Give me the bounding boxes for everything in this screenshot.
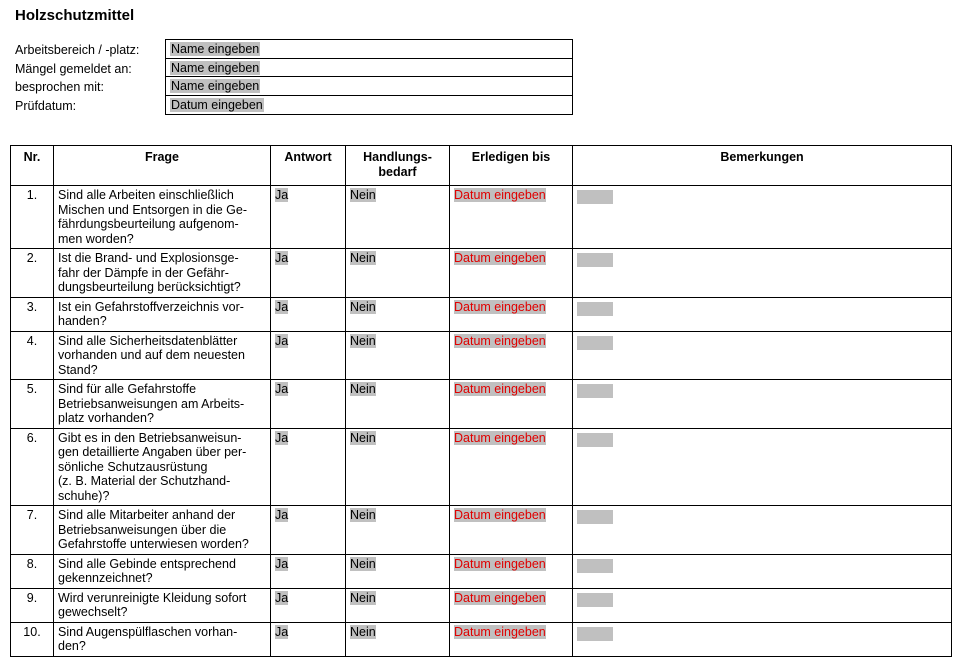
field-arbeitsbereich-value[interactable]: Name eingeben: [171, 42, 260, 56]
question-line: gen detaillierte Angaben über per-: [58, 445, 247, 459]
bemerkungen-input-field[interactable]: [577, 253, 613, 267]
bemerkungen-input-field[interactable]: [577, 510, 613, 524]
checklist-table: [10, 145, 952, 657]
header-frage: Frage: [54, 146, 271, 186]
handlungsbedarf-cell: [346, 186, 450, 249]
handlungsbedarf-nein-field[interactable]: Nein: [350, 556, 376, 571]
field-besprochen[interactable]: [166, 77, 572, 96]
bemerkungen-input-field[interactable]: [577, 627, 613, 641]
answer-ja-field[interactable]: Ja: [275, 299, 289, 314]
handlungsbedarf-nein-field[interactable]: Nein: [350, 299, 376, 314]
field-besprochen-value[interactable]: Name eingeben: [171, 79, 260, 93]
erledigen-date-field[interactable]: Datum eingeben: [454, 251, 546, 265]
question-line: fährdungsbeurteilung aufgenom-: [58, 217, 239, 231]
bemerkungen-cell: [573, 331, 952, 380]
question-cell: [54, 186, 271, 249]
info-fields-box: [165, 39, 573, 115]
row-number: 5.: [11, 380, 54, 429]
handlungsbedarf-cell: [346, 588, 450, 622]
question-line: Betriebsanweisungen über die: [58, 522, 227, 537]
handlungsbedarf-nein-field[interactable]: Nein: [350, 333, 376, 348]
answer-ja-field[interactable]: Ja: [275, 382, 289, 396]
erledigen-cell: [450, 380, 573, 429]
question-cell: [54, 554, 271, 588]
label-besprochen: besprochen mit:: [15, 80, 104, 94]
question-line: men worden?: [58, 231, 134, 246]
erledigen-cell: [450, 249, 573, 298]
header-handlungsbedarf: [346, 146, 450, 186]
answer-cell: [271, 506, 346, 555]
erledigen-date-field[interactable]: Datum eingeben: [454, 508, 546, 522]
field-maengel-value[interactable]: Name eingeben: [171, 60, 260, 75]
erledigen-cell: [450, 622, 573, 656]
bemerkungen-input-field[interactable]: [577, 302, 613, 316]
field-maengel[interactable]: [166, 59, 572, 78]
page-title: Holzschutzmittel: [15, 7, 135, 24]
table-row: [11, 380, 952, 429]
handlungsbedarf-cell: [346, 428, 450, 506]
row-number: 2.: [11, 249, 54, 298]
question-cell: [54, 331, 271, 380]
handlungsbedarf-nein-field[interactable]: Nein: [350, 430, 376, 445]
question-line: handen?: [58, 314, 107, 328]
row-number: 1.: [11, 186, 54, 249]
erledigen-date-field[interactable]: Datum eingeben: [454, 556, 546, 571]
table-header-row: [11, 146, 952, 186]
header-handlungsbedarf-line2: bedarf: [378, 164, 417, 179]
bemerkungen-cell: [573, 186, 952, 249]
question-cell: [54, 588, 271, 622]
question-cell: [54, 622, 271, 656]
bemerkungen-cell: [573, 554, 952, 588]
row-number: 7.: [11, 506, 54, 555]
question-cell: [54, 249, 271, 298]
question-line: Wird verunreinigte Kleidung sofort: [58, 590, 247, 605]
question-line: vorhanden und auf dem neuesten: [58, 348, 245, 362]
erledigen-cell: [450, 428, 573, 506]
erledigen-cell: [450, 506, 573, 555]
bemerkungen-input-field[interactable]: [577, 384, 613, 398]
question-line: gewechselt?: [58, 605, 128, 619]
question-line: Sind Augenspülflaschen vorhan-: [58, 624, 238, 639]
answer-ja-field[interactable]: Ja: [275, 590, 289, 605]
handlungsbedarf-cell: [346, 554, 450, 588]
erledigen-date-field[interactable]: Datum eingeben: [454, 590, 546, 605]
handlungsbedarf-nein-field[interactable]: Nein: [350, 188, 376, 202]
row-number: 9.: [11, 588, 54, 622]
question-line: sönliche Schutzausrüstung: [58, 459, 208, 474]
handlungsbedarf-nein-field[interactable]: Nein: [350, 590, 376, 605]
answer-cell: [271, 588, 346, 622]
handlungsbedarf-nein-field[interactable]: Nein: [350, 508, 376, 522]
answer-cell: [271, 186, 346, 249]
answer-cell: [271, 554, 346, 588]
handlungsbedarf-nein-field[interactable]: Nein: [350, 624, 376, 639]
info-labels: [15, 41, 165, 115]
erledigen-date-field[interactable]: Datum eingeben: [454, 430, 546, 445]
question-line: Sind für alle Gefahrstoffe: [58, 382, 197, 396]
question-line: Stand?: [58, 362, 98, 377]
erledigen-cell: [450, 588, 573, 622]
bemerkungen-input-field[interactable]: [577, 593, 613, 607]
question-line: Ist die Brand- und Explosionsge-: [58, 251, 239, 265]
erledigen-date-field[interactable]: Datum eingeben: [454, 299, 546, 314]
table-row: [11, 428, 952, 506]
answer-cell: [271, 297, 346, 331]
bemerkungen-input-field[interactable]: [577, 559, 613, 573]
question-line: Ist ein Gefahrstoffverzeichnis vor-: [58, 299, 244, 314]
question-line: Sind alle Sicherheitsdatenblätter: [58, 333, 238, 348]
bemerkungen-input-field[interactable]: [577, 190, 613, 204]
erledigen-cell: [450, 186, 573, 249]
answer-ja-field[interactable]: Ja: [275, 508, 289, 522]
table-row: [11, 249, 952, 298]
handlungsbedarf-cell: [346, 297, 450, 331]
question-cell: [54, 297, 271, 331]
header-handlungsbedarf-line1: Handlungs-: [363, 150, 432, 164]
answer-cell: [271, 428, 346, 506]
answer-cell: [271, 380, 346, 429]
question-line: Gibt es in den Betriebsanweisun-: [58, 430, 242, 445]
question-line: gekennzeichnet?: [58, 571, 153, 585]
question-line: platz vorhanden?: [58, 411, 154, 425]
table-row: [11, 622, 952, 656]
answer-cell: [271, 331, 346, 380]
question-cell: [54, 380, 271, 429]
bemerkungen-cell: [573, 380, 952, 429]
erledigen-date-field[interactable]: Datum eingeben: [454, 382, 546, 396]
question-line: fahr der Dämpfe in der Gefähr-: [58, 265, 229, 280]
question-line: dungsbeurteilung berücksichtigt?: [58, 280, 241, 294]
table-row: [11, 506, 952, 555]
table-row: [11, 588, 952, 622]
table-row: [11, 186, 952, 249]
question-line: Betriebsanweisungen am Arbeits-: [58, 396, 245, 411]
erledigen-cell: [450, 554, 573, 588]
field-pruefdatum[interactable]: [166, 96, 572, 115]
row-number: 3.: [11, 297, 54, 331]
bemerkungen-input-field[interactable]: [577, 336, 613, 350]
question-line: schuhe)?: [58, 488, 110, 503]
answer-cell: [271, 249, 346, 298]
table-row: [11, 554, 952, 588]
row-number: 4.: [11, 331, 54, 380]
erledigen-cell: [450, 297, 573, 331]
answer-ja-field[interactable]: Ja: [275, 251, 289, 265]
answer-ja-field[interactable]: Ja: [275, 333, 289, 348]
label-maengel: Mängel gemeldet an:: [15, 61, 132, 76]
header-erledigen: Erledigen bis: [450, 146, 573, 186]
field-pruefdatum-value[interactable]: Datum eingeben: [171, 97, 263, 112]
erledigen-date-field[interactable]: Datum eingeben: [454, 188, 546, 202]
header-antwort: Antwort: [271, 146, 346, 186]
bemerkungen-cell: [573, 506, 952, 555]
answer-ja-field[interactable]: Ja: [275, 430, 289, 445]
question-line: (z. B. Material der Schutzhand-: [58, 474, 231, 488]
answer-ja-field[interactable]: Ja: [275, 624, 289, 639]
erledigen-date-field[interactable]: Datum eingeben: [454, 624, 546, 639]
answer-cell: [271, 622, 346, 656]
row-number: 8.: [11, 554, 54, 588]
handlungsbedarf-cell: [346, 249, 450, 298]
answer-ja-field[interactable]: Ja: [275, 188, 289, 202]
bemerkungen-cell: [573, 588, 952, 622]
header-bemerkungen: Bemerkungen: [573, 146, 952, 186]
erledigen-cell: [450, 331, 573, 380]
handlungsbedarf-cell: [346, 622, 450, 656]
question-cell: [54, 428, 271, 506]
question-line: den?: [58, 639, 86, 653]
question-cell: [54, 506, 271, 555]
field-arbeitsbereich[interactable]: [166, 40, 572, 59]
header-nr: Nr.: [11, 146, 54, 186]
table-row: [11, 331, 952, 380]
handlungsbedarf-nein-field[interactable]: Nein: [350, 251, 376, 265]
row-number: 10.: [11, 622, 54, 656]
handlungsbedarf-nein-field[interactable]: Nein: [350, 382, 376, 396]
question-line: Sind alle Arbeiten einschließlich: [58, 188, 234, 202]
question-line: Gefahrstoffe unterwiesen worden?: [58, 537, 249, 551]
question-line: Mischen und Entsorgen in die Ge-: [58, 202, 247, 217]
bemerkungen-cell: [573, 622, 952, 656]
bemerkungen-cell: [573, 297, 952, 331]
erledigen-date-field[interactable]: Datum eingeben: [454, 333, 546, 348]
label-pruefdatum: Prüfdatum:: [15, 98, 77, 113]
table-row: [11, 297, 952, 331]
label-arbeitsbereich: Arbeitsbereich / -platz:: [15, 43, 140, 57]
bemerkungen-cell: [573, 428, 952, 506]
question-line: Sind alle Gebinde entsprechend: [58, 556, 236, 571]
question-line: Sind alle Mitarbeiter anhand der: [58, 508, 236, 522]
handlungsbedarf-cell: [346, 331, 450, 380]
answer-ja-field[interactable]: Ja: [275, 556, 289, 571]
handlungsbedarf-cell: [346, 380, 450, 429]
bemerkungen-input-field[interactable]: [577, 433, 613, 447]
bemerkungen-cell: [573, 249, 952, 298]
row-number: 6.: [11, 428, 54, 506]
handlungsbedarf-cell: [346, 506, 450, 555]
